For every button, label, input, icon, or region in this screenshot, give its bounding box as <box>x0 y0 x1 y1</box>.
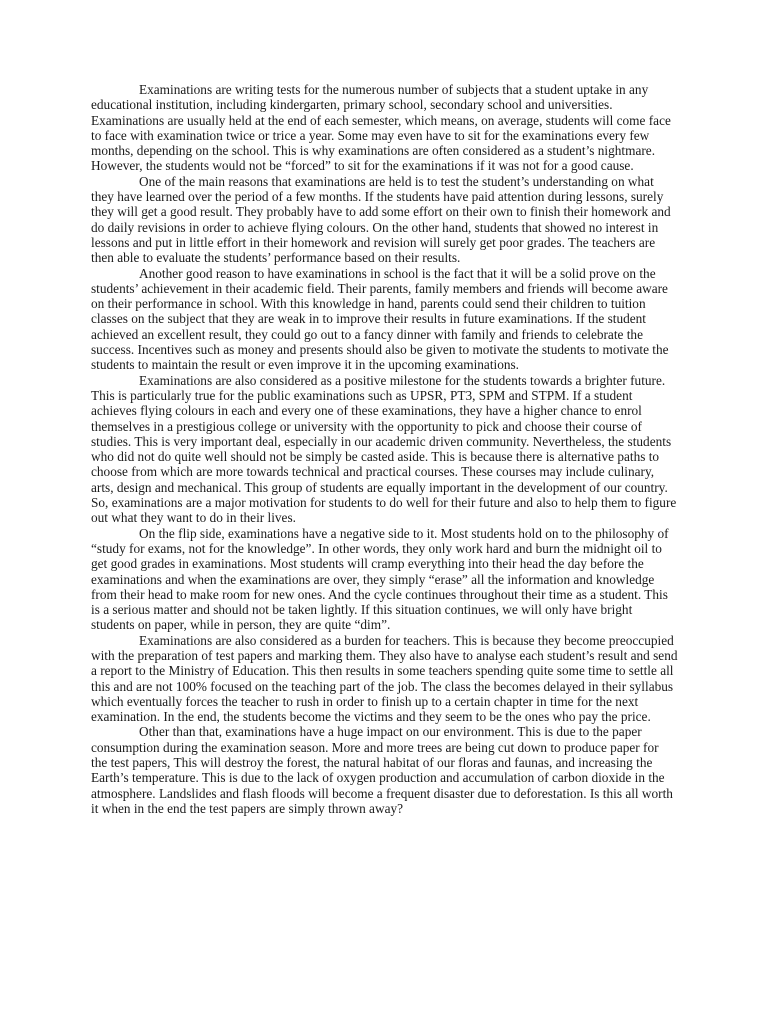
paragraph-understanding: One of the main reasons that examinations are held is to test the student’s understanding on what they have learned over the period of a few months. If the students have paid attention during lessons, surely they will get a good result. They probably have to add some effort on their own to finish their homework and do daily revisions in order to achieve flying colours. On the other hand, students that showed no interest in lessons and put in little effort in their homework and revision will surely get poor grades. The teachers are then able to evaluate the students’ performance based on their results. <box>91 173 671 266</box>
paragraph-environment: Other than that, examinations have a huge impact on our environment. This is due to the paper consumption during the examination season. More and more trees are being cut down to produce paper for the test papers, This will destroy the forest, the natural habitat of our floras and faunas, and increasing the Earth’s temperature. This is due to the lack of oxygen production and accumulation of carbon dioxide in the atmosphere. Landslides and flash floods will become a frequent disaster due to deforestation. Is this all worth it when in the end the test papers are simply thrown away? <box>91 724 673 816</box>
essay-body <box>91 82 678 816</box>
paragraph-negative-side: On the flip side, examinations have a negative side to it. Most students hold on to the philosophy of “study for exams, not for the knowledge”. In other words, they only work hard and burn the midnight oil to get good grades in examinations. Most students will cramp everything into their head the day before the examinations and when the examinations are over, they simply “erase” all the information and knowledge from their head to make room for new ones. And the cycle continues throughout their time as a student. This is a serious matter and should not be taken lightly. If this situation continues, we will only have bright students on paper, while in person, they are quite “dim”. <box>91 525 669 633</box>
paragraph-achievement: Another good reason to have examinations in school is the fact that it will be a solid prove on the students’ achievement in their academic field. Their parents, family members and friends will become aware on their performance in school. With this knowledge in hand, parents could send their children to tuition classes on the subject that they are weak in to improve their results in future examinations. If the student achieved an excellent result, they could go out to a fancy dinner with family and friends to celebrate the success. Incentives such as money and presents should also be given to motivate the students to motivate the students to maintain the result or even improve it in the upcoming examinations. <box>91 265 669 373</box>
paragraph-teacher-burden: Examinations are also considered as a burden for teachers. This is because they become preoccupied with the preparation of test papers and marking them. They also have to analyse each student’s result and send a report to the Ministry of Education. This then results in some teachers spending quite some time to settle all this and are not 100% focused on the teaching part of the job. The class the becomes delayed in their syllabus which eventually forces the teacher to rush in order to finish up to a certain chapter in time for the next examination. In the end, the students become the victims and they seem to be the ones who pay the price. <box>91 632 678 725</box>
paragraph-introduction: Examinations are writing tests for the numerous number of subjects that a student uptake in any educational institution, including kindergarten, primary school, secondary school and universities. Examinations are usually held at the end of each semester, which means, on average, students will come face to face with examination twice or trice a year. Some may even have to sit for the examinations every few months, depending on the school. This is why examinations are often considered as a student’s nightmare. However, the students would not be “forced” to sit for the examinations if it was not for a good cause. <box>91 82 671 174</box>
paragraph-milestone: Examinations are also considered as a positive milestone for the students towards a brighter future. This is particularly true for the public examinations such as UPSR, PT3, SPM and STPM. If a student achieves flying colours in each and every one of these examinations, they have a higher chance to enrol themselves in a prestigious college or university with the opportunity to pick and choose their course of studies. This is very important deal, especially in our academic driven community. Nevertheless, the students who did not do quite well should not be simply be casted aside. This is because there is alternative paths to choose from which are more towards technical and practical courses. These courses may include culinary, arts, design and mechanical. This group of students are equally important in the development of our country. So, examinations are a major motivation for students to do well for their future and also to help them to figure out what they want to do in their lives. <box>91 372 677 526</box>
